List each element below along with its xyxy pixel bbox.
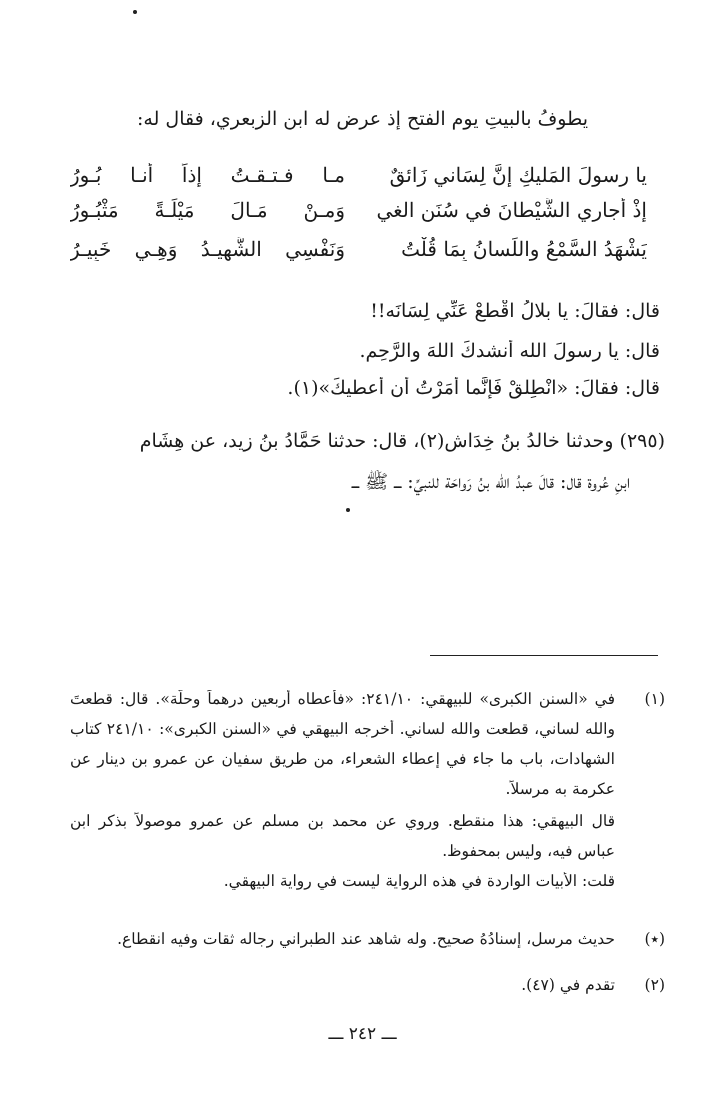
verse-3-first-hemistich: يَشْهَدُ السَّمْعُ واللِّسانُ بِمَا قُلْتُ	[401, 237, 647, 261]
intro-line: يطوفُ بالبيتِ يوم الفتح إذ عرض له ابن الزبعري، فقال له:	[136, 108, 588, 130]
footnote-2	[70, 976, 665, 1002]
footnote-asterisk	[70, 930, 665, 956]
footnote-1-line: قال البيهقي: هذا منقطع. وروي عن محمد بن مسلم عن عمرو موصولاً بذكر ابن	[70, 812, 615, 830]
footnote-1	[70, 690, 665, 890]
verse-2-second-hemistich: وَمـنْ مَـالَ مَيْلَـةً مَثْبُـورُ	[70, 198, 345, 222]
footnote-1-line: قلت: الأبيات الواردة في هذه الرواية ليست في رواية البيهقي.	[223, 872, 615, 890]
page-number: ـــ ٢٤٢ ـــ	[328, 1024, 397, 1044]
verse-3-second-hemistich: وَنَفْسِي الشَّهِيـدُ وَهِـي خَبِيـرُ	[70, 237, 345, 261]
ink-speck	[346, 508, 350, 512]
footnote-1-line: في «السنن الكبرى» للبيهقي: ٢٤١/١٠: «فأعطاه أربعين درهماً وحلّة». قال: قطعتَ	[70, 690, 615, 708]
verse-1-first-hemistich: يا رسولَ المَليكِ إنَّ لِسَاني زَائقٌ	[389, 163, 647, 187]
footnote-1-line: الشهادات، باب ما جاء في إعطاء الشعراء، من طريق سفيان عن عمرو بن دينار عن	[70, 750, 615, 768]
hadith-line-1	[70, 430, 665, 452]
footnote-2-marker: (٢)	[644, 976, 665, 994]
footnote-1-line: والله لساني، قطعت والله لساني. أخرجه البيهقي في «السنن الكبرى»: ٢٤١/١٠ كتاب	[70, 720, 615, 738]
footnote-2-line: تقدم في (٤٧).	[521, 976, 615, 994]
footnote-1-line: عباس فيه، وليس بمحفوظ.	[442, 842, 615, 860]
dialogue-line-3: قال: فقالَ: «انْطِلقْ فَإنَّما أَمَرْتُ أن أعطيكَ»(١).	[287, 377, 660, 399]
footnote-asterisk-marker: (٭)	[644, 930, 665, 948]
verse-3	[70, 237, 647, 271]
verse-1	[70, 163, 647, 197]
ink-speck	[133, 10, 137, 14]
footnote-asterisk-line: حديث مرسل، إسنادُهُ صحيح. وله شاهد عند الطبراني رجاله ثقات وفيه انقطاع.	[117, 930, 615, 948]
verse-1-second-hemistich: مـا فـتـقـتُ إذاً أنـا بُـورُ	[70, 163, 345, 187]
hadith-number: (٢٩٥)	[619, 430, 665, 452]
verse-2	[70, 198, 647, 232]
hadith-line-2: ابنِ عُروة قال: قالَ عبدُ الله بنُ رَواحَة للنبيِّ: ـــ ﷺ ـــ	[351, 471, 630, 493]
dialogue-line-1: قال: فقالَ: يا بلالُ اقْطعْ عَنِّي لِسَانَه!!	[370, 300, 660, 322]
verse-2-first-hemistich: إذْ أُجاري الشَّيْطانَ في سُنَنِ الغي	[376, 198, 647, 222]
dialogue-line-2: قال: يا رسولَ الله أنشدكَ اللهَ والرَّحِم.	[359, 340, 660, 362]
footnote-separator	[430, 655, 658, 656]
footnote-1-line: عكرمة به مرسلاً.	[505, 780, 615, 798]
hadith-line-1-text: وحدثنا خالدُ بنُ خِدَاش(٢)، قال: حدثنا حَمَّادُ بنُ زيد، عن هِشَامِ	[139, 430, 614, 452]
footnote-1-marker: (١)	[644, 690, 665, 708]
